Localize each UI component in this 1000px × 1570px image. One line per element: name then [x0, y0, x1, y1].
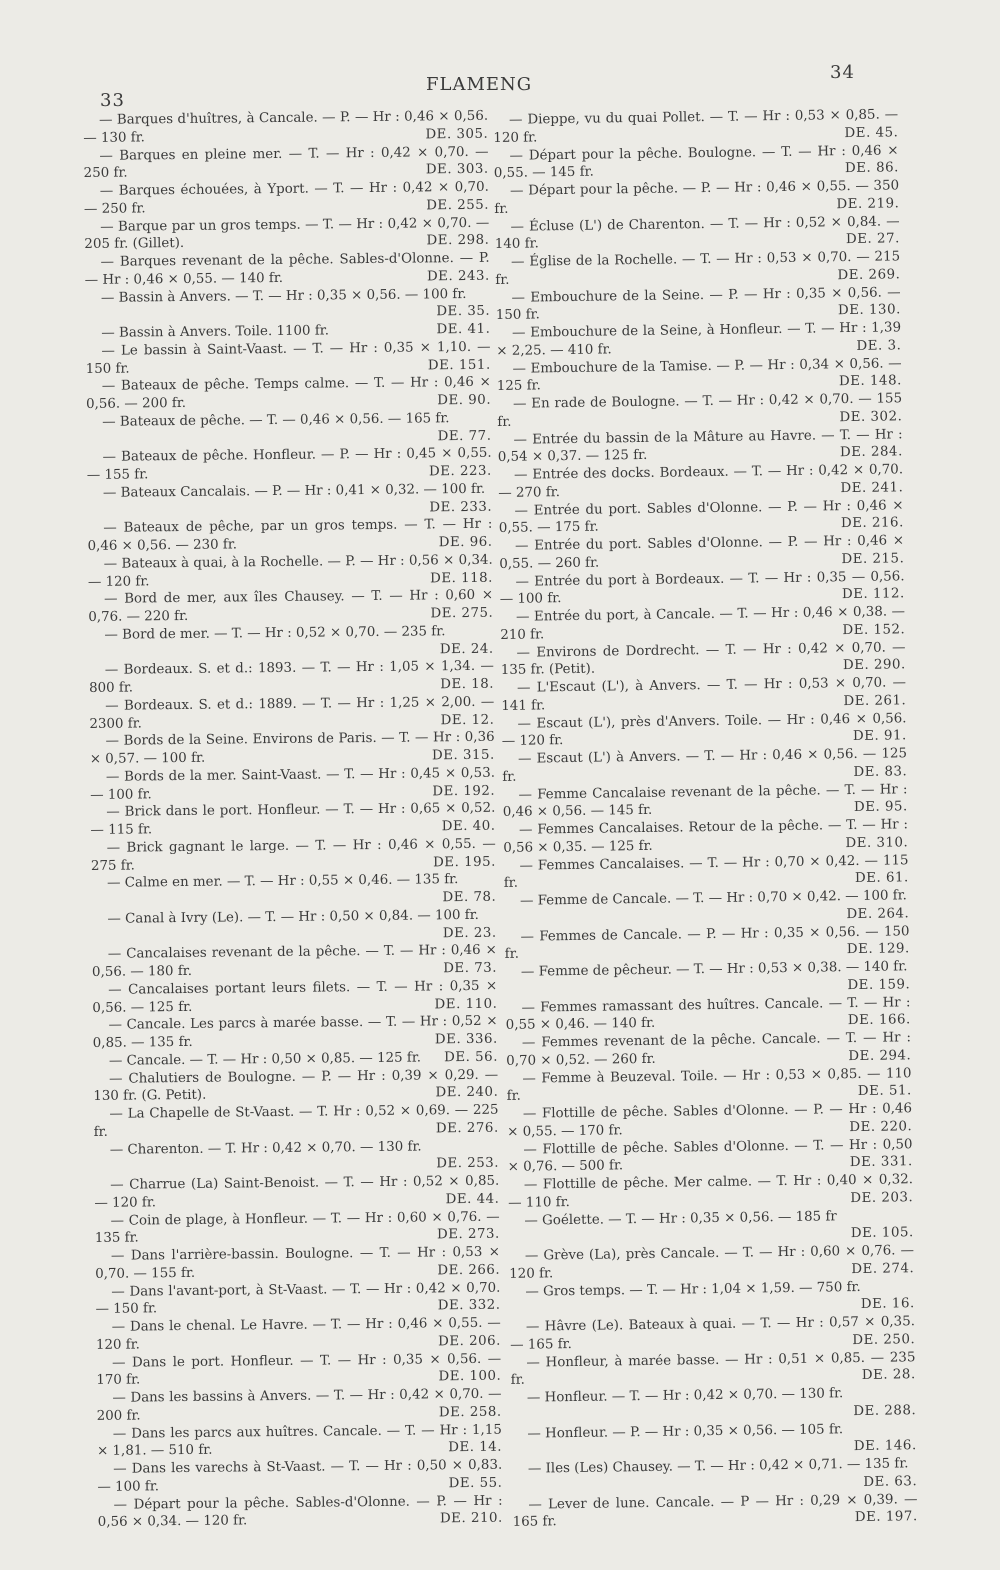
entry-reference: DE. 288. — [853, 1402, 917, 1419]
catalogue-entry — [494, 177, 899, 218]
catalogue-entry — [83, 108, 488, 148]
catalogue-entry — [493, 142, 898, 183]
entry-text: — Bateaux de pêche, par un gros temps. — T. — Hr : 0,46 × 0,56. — 230 fr. — [87, 516, 493, 554]
catalogue-entry — [93, 1102, 498, 1142]
catalogue-entry — [502, 781, 907, 822]
entry-text: — Bassin à Anvers. — T. — Hr : 0,35 × 0,56. — 100 fr. — [100, 286, 467, 306]
entry-text: — Coin de plage, à Honfleur. — T. — Hr : 0,60 × 0,76. — 135 fr. — [94, 1209, 500, 1247]
entry-reference: DE. 91. — [852, 728, 907, 745]
catalogue-entry — [85, 285, 490, 325]
entry-reference: DE. 63. — [863, 1473, 918, 1490]
catalogue-entry — [88, 587, 493, 627]
entry-text: — Femmes revenant de la pêche. Cancale. — T. — Hr : 0,70 × 0,52. — 260 fr. — [506, 1030, 912, 1069]
entry-reference: DE. 105. — [850, 1225, 914, 1242]
entry-reference: DE. 315. — [431, 747, 495, 764]
catalogue-entry — [83, 143, 488, 183]
catalogue-entry — [92, 977, 497, 1017]
catalogue-entry — [500, 603, 905, 644]
entry-reference: DE. 264. — [846, 906, 910, 922]
catalogue-entry — [500, 639, 905, 680]
entry-text: — Cancale. Les parcs à marée basse. — T. — Hr : 0,52 × 0,85. — 135 fr. — [92, 1013, 498, 1051]
catalogue-entry — [509, 1278, 914, 1319]
entry-reference: DE. 233. — [429, 499, 493, 515]
catalogue-entry — [90, 729, 495, 769]
entry-reference: DE. 223. — [428, 463, 492, 480]
entry-text: — Femme de pêcheur. — T. — Hr : 0,53 × 0,38. — 140 fr. — [520, 959, 908, 980]
entry-reference: DE. 73. — [443, 960, 498, 977]
entry-reference: DE. 118. — [429, 570, 493, 586]
entry-text: — Iles (Les) Chausey. — T. — Hr : 0,42 × 0,71. — 135 fr. — [527, 1456, 909, 1477]
entry-text: — Cancalaises portant leurs filets. — T. — Hr : 0,35 × 0,56. — 125 fr. — [92, 978, 498, 1016]
catalogue-entry — [505, 958, 910, 999]
entry-reference: DE. 83. — [853, 764, 908, 780]
catalogue-entry — [505, 994, 910, 1035]
entry-text: — Barques revenant de la pêche. Sables-d'Olonne. — P. — Hr : 0,46 × 0,55. — 140 fr. — [84, 250, 490, 288]
catalogue-entry — [96, 1386, 501, 1426]
entry-reference: DE. 216. — [840, 515, 904, 532]
entry-reference: DE. 28. — [861, 1367, 916, 1384]
entry-text: — Bassin à Anvers. Toile. 1100 fr. — [101, 323, 330, 341]
catalogue-entry — [508, 1207, 913, 1248]
entry-text: — Bord de mer, aux îles Chausey. — T. — Hr : 0,60 × 0,76. — 220 fr. — [88, 587, 494, 625]
catalogue-entry — [86, 409, 491, 449]
entry-text: — Départ pour la pêche. Sables-d'Olonne. — P. — Hr : 0,56 × 0,34. — 120 fr. — [97, 1493, 503, 1531]
entry-reference: DE. 275. — [430, 605, 494, 622]
entry-text: — Bordeaux. S. et d.: 1889. — T. — Hr : 1,25 × 2,00. — 2300 fr. — [89, 694, 495, 732]
entry-text: — Le bassin à Saint-Vaast. — T. — Hr : 0,35 × 1,10. — 150 fr. — [85, 339, 491, 377]
entry-reference: DE. 302. — [839, 409, 903, 425]
entry-reference: DE. 159. — [847, 977, 911, 993]
catalogue-entry — [89, 658, 494, 698]
entry-text: — Départ pour la pêche. Boulogne. — T. — Hr : 0,46 × 0,55. — 145 fr. — [493, 142, 899, 182]
page-number-left: 33 — [100, 90, 125, 111]
entry-text: — Embouchure de la Seine, à Honfleur. — T. — Hr : 1,39 × 2,25. — 410 fr. — [496, 320, 902, 359]
entry-reference: DE. 241. — [840, 480, 904, 496]
entry-text: — Départ pour la pêche. — P. — Hr : 0,46 × 0,55. — 350 fr. — [494, 178, 900, 217]
catalogue-entry — [84, 250, 489, 290]
catalogue-entry — [92, 1013, 497, 1053]
catalogue-entry — [499, 532, 904, 573]
entry-reference: DE. 195. — [432, 854, 496, 870]
entry-reference: DE. 215. — [841, 551, 905, 567]
entry-text: — Barques en pleine mer. — T. — Hr : 0,42 × 0,70. — 250 fr. — [83, 144, 489, 182]
entry-text: — La Chapelle de St-Vaast. — T. Hr : 0,52 × 0,69. — 225 fr. — [93, 1102, 499, 1140]
entry-text: — Flottille de pêche. Mer calme. — T. Hr : 0,40 × 0,32. — 110 fr. — [508, 1172, 914, 1211]
entry-text: — Bord de mer. — T. — Hr : 0,52 × 0,70. — 235 fr. — [104, 623, 446, 643]
entry-reference: DE. 219. — [836, 196, 900, 212]
entry-text: — Dans l'avant-port, à St-Vaast. — T. — Hr : 0,42 × 0,70. — 150 fr. — [95, 1280, 501, 1318]
catalogue-entry — [506, 1065, 911, 1106]
entry-reference: DE. 130. — [837, 302, 901, 319]
catalogue-entry — [97, 1457, 502, 1497]
entry-text: — Embouchure de la Tamise. — P. — Hr : 0,34 × 0,56. — 125 fr. — [496, 355, 902, 395]
catalogue-entry — [89, 693, 494, 733]
catalogue-entry — [495, 284, 900, 325]
entry-text: — Écluse (L') de Charenton. — T. — Hr : 0,52 × 0,84. — 140 fr. — [494, 213, 900, 253]
entry-text: — Flottille de pêche. Sables d'Olonne. — T. — Hr : 0,50 × 0,76. — 500 fr. — [507, 1136, 913, 1176]
entry-reference: DE. 298. — [426, 233, 490, 249]
catalogue-entry — [512, 1491, 917, 1532]
entry-text: — Église de la Rochelle. — T. — Hr : 0,53 × 0,70. — 215 fr. — [495, 249, 901, 288]
entry-reference: DE. 294. — [848, 1048, 912, 1064]
entry-reference: DE. 3. — [856, 338, 902, 354]
entry-reference: DE. 253. — [436, 1155, 500, 1172]
catalogue-entry — [498, 497, 903, 538]
entry-text: — Entrée des docks. Bordeaux. — T. — Hr : 0,42 × 0,70. — 270 fr. — [498, 462, 904, 501]
entry-text: — Canal à Ivry (Le). — T. — Hr : 0,50 × 0,84. — 100 fr. — [107, 907, 479, 927]
entry-reference: DE. 96. — [438, 534, 493, 551]
catalogue-entry — [90, 800, 495, 840]
entry-text: — Entrée du bassin de la Mâture au Havre. — T. — Hr : 0,54 × 0,37. — 125 fr. — [497, 426, 903, 466]
entry-text: — Entrée du port. Sables d'Olonne. — P. — Hr : 0,46 × 0,55. — 175 fr. — [498, 497, 904, 537]
entry-text: — Flottille de pêche. Sables d'Olonne. — P. — Hr : 0,46 × 0,55. — 170 fr. — [507, 1101, 913, 1140]
entry-text: — En rade de Boulogne. — T. — Hr : 0,42 × 0,70. — 155 fr. — [497, 391, 903, 430]
catalogue-entry — [496, 355, 901, 396]
entry-reference: DE. 100. — [438, 1368, 502, 1385]
entry-reference: DE. 35. — [436, 303, 491, 320]
catalogue-entry — [84, 179, 489, 219]
catalogue-entry — [84, 214, 489, 254]
entry-text: — Escaut (L'), près d'Anvers. Toile. — Hr : 0,46 × 0,56. — 120 fr. — [501, 710, 907, 750]
entry-text: — Barque par un gros temps. — T. — Hr : 0,42 × 0,70. — 205 fr. (Gillet). — [84, 215, 490, 253]
catalogue-entry — [88, 551, 493, 591]
entry-reference: DE. 310. — [845, 835, 909, 851]
catalogue-entry — [94, 1137, 499, 1177]
catalogue-entry — [510, 1349, 915, 1390]
entry-text: — Dans les parcs aux huîtres. Cancale. — T. — Hr : 1,15 × 1,81. — 510 fr. — [96, 1422, 502, 1460]
catalogue-entry — [90, 764, 495, 804]
entry-text: — Chalutiers de Boulogne. — P. — Hr : 0,39 × 0,29. — 130 fr. (G. Petit). — [93, 1067, 499, 1105]
entry-text: — Bateaux de pêche. — T. — 0,46 × 0,56. — 165 fr. — [102, 410, 450, 430]
entry-text: — Calme en mer. — T. — Hr : 0,55 × 0,46. — 135 fr. — [107, 872, 459, 892]
entry-reference: DE. 305. — [425, 126, 489, 143]
entry-reference: DE. 243. — [426, 268, 490, 285]
entry-text: — Brick dans le port. Honfleur. — T. — Hr : 0,65 × 0,52. — 115 fr. — [90, 800, 496, 838]
entry-reference: DE. 192. — [432, 783, 496, 799]
catalogue-entry — [493, 106, 898, 147]
entry-text: — Cancale. — T. — Hr : 0,50 × 0,85. — 125 fr. — [108, 1050, 422, 1069]
entry-reference: DE. 206. — [437, 1333, 501, 1350]
entry-text: — Dans les varechs à St-Vaast. — T. — Hr : 0,50 × 0,83. — 100 fr. — [97, 1457, 503, 1495]
entry-reference: DE. 331. — [849, 1154, 913, 1171]
catalogue-entry — [502, 745, 907, 786]
catalogue-entry — [503, 852, 908, 893]
entry-text: — Barques échouées, à Yport. — T. — Hr : 0,42 × 0,70. — 250 fr. — [83, 179, 489, 217]
catalogue-entry — [96, 1315, 501, 1355]
catalogue-entry — [91, 906, 496, 946]
catalogue-entry — [504, 887, 909, 928]
catalogue-entry — [95, 1279, 500, 1319]
entry-reference: DE. 250. — [852, 1331, 916, 1348]
entry-text: — Dans l'arrière-bassin. Boulogne. — T. — Hr : 0,53 × 0,70. — 155 fr. — [95, 1244, 501, 1282]
entry-text: — Bateaux de pêche. Honfleur. — P. — Hr : 0,45 × 0,55. — 155 fr. — [86, 445, 492, 483]
entry-text: — Environs de Dordrecht. — T. — Hr : 0,42 × 0,70. — 135 fr. (Petit). — [500, 639, 906, 679]
entry-reference: DE. 41. — [436, 321, 491, 338]
entry-text: — Barques d'huîtres, à Cancale. — P. — Hr : 0,46 × 0,56. — 130 fr. — [83, 108, 489, 146]
running-title: FLAMENG — [426, 74, 533, 95]
catalogue-entry — [506, 1029, 911, 1070]
entry-reference: DE. 148. — [838, 373, 902, 390]
page-number-right: 34 — [830, 62, 855, 83]
catalogue-entry — [507, 1136, 912, 1177]
catalogue-entry — [87, 445, 492, 485]
catalogue-entry — [501, 710, 906, 751]
catalogue-entry — [88, 622, 493, 662]
catalogue-entry — [96, 1350, 501, 1390]
catalogue-entry — [497, 426, 902, 467]
entry-reference: DE. 45. — [844, 125, 899, 141]
entry-text: — Bateaux de pêche. Temps calme. — T. — Hr : 0,46 × 0,56. — 200 fr. — [85, 374, 491, 412]
catalogue-entry — [97, 1492, 502, 1532]
catalogue-entry — [86, 374, 491, 414]
entry-reference: DE. 86. — [844, 160, 899, 177]
entry-text: — Bordeaux. S. et d.: 1893. — T. — Hr : 1,05 × 1,34. — 800 fr. — [88, 658, 494, 696]
catalogue-entry — [511, 1420, 916, 1461]
entry-reference: DE. 336. — [434, 1031, 498, 1048]
entry-reference: DE. 255. — [426, 197, 490, 214]
catalogue-entry — [91, 835, 496, 875]
entry-text: — Femmes ramassant des huîtres. Cancale. — T. — Hr : 0,55 × 0,46. — 140 fr. — [505, 994, 911, 1034]
entry-text: — Bords de la mer. Saint-Vaast. — T. — Hr : 0,45 × 0,53. — 100 fr. — [90, 765, 496, 803]
entry-reference: DE. 112. — [841, 586, 905, 603]
entry-reference: DE. 24. — [439, 641, 494, 657]
entry-reference: DE. 129. — [846, 941, 910, 958]
entry-reference: DE. 332. — [437, 1297, 501, 1314]
entry-reference: DE. 110. — [434, 996, 498, 1012]
entry-reference: DE. 23. — [442, 925, 497, 941]
entry-text: — Honfleur, à marée basse. — Hr : 0,51 × 0,85. — 235 fr. — [510, 1349, 916, 1389]
entry-reference: DE. 78. — [442, 889, 497, 906]
catalogue-entry — [511, 1384, 916, 1425]
entry-reference: DE. 166. — [847, 1012, 911, 1029]
entry-text: — Femme de Cancale. — T. — Hr : 0,70 × 0,42. — 100 fr. — [519, 888, 907, 909]
entry-reference: DE. 240. — [435, 1084, 499, 1101]
entry-reference: DE. 40. — [441, 818, 496, 835]
catalogue-entry — [507, 1100, 912, 1141]
catalogue-entry — [501, 674, 906, 715]
catalogue-entry — [512, 1455, 917, 1496]
entry-reference: DE. 16. — [860, 1296, 915, 1313]
entry-text: — Entrée du port à Bordeaux. — T. — Hr : 0,35 — 0,56. — 100 fr. — [499, 568, 905, 608]
entry-reference: DE. 56. — [444, 1049, 498, 1066]
catalogue-entry — [510, 1313, 915, 1354]
entry-reference: DE. 220. — [849, 1118, 913, 1135]
entry-text: — L'Escaut (L'), à Anvers. — T. — Hr : 0,53 × 0,70. — 141 fr. — [501, 675, 907, 714]
catalogue-entry — [94, 1173, 499, 1213]
catalogue-entry — [87, 516, 492, 556]
entry-text: — Dieppe, vu du quai Pollet. — T. — Hr : 0,53 × 0,85. — 120 fr. — [493, 107, 899, 146]
catalogue-entry — [85, 338, 490, 378]
entry-reference: DE. 55. — [448, 1475, 503, 1491]
entry-text: — Gros temps. — T. — Hr : 1,04 × 1,59. — 750 fr. — [525, 1279, 861, 1300]
entry-text: — Honfleur. — T. — Hr : 0,42 × 0,70. — 130 fr. — [526, 1386, 844, 1406]
catalogue-entry — [508, 1171, 913, 1212]
entry-text: — Bateaux à quai, à la Rochelle. — P. — Hr : 0,56 × 0,34. — 120 fr. — [87, 552, 493, 590]
left-column — [83, 108, 503, 1532]
entry-text: — Bateaux Cancalais. — P. — Hr : 0,41 × 0,32. — 100 fr. — [102, 481, 486, 501]
entry-text: — Femmes de Cancale. — P. — Hr : 0,35 × 0,56. — 150 fr. — [504, 923, 910, 963]
entry-reference: DE. 51. — [857, 1083, 912, 1100]
catalogue-entry — [504, 923, 909, 964]
entry-text: — Charenton. — T. Hr : 0,42 × 0,70. — 130 fr. — [109, 1139, 422, 1158]
catalogue-entry — [503, 816, 908, 857]
entry-text: — Entrée du port, à Cancale. — T. — Hr : 0,46 × 0,38. — 210 fr. — [500, 604, 906, 643]
entry-text: — Goélette. — T. — Hr : 0,35 × 0,56. — 185 fr — [524, 1208, 837, 1229]
entry-reference: DE. 290. — [842, 657, 906, 674]
entry-reference: DE. 44. — [445, 1191, 500, 1208]
entry-reference: DE. 95. — [853, 799, 908, 816]
entry-text: — Femmes Cancalaises. — T. — Hr : 0,70 × 0,42. — 115 fr. — [503, 852, 909, 892]
right-column — [493, 106, 918, 1532]
entry-reference: DE. 274. — [851, 1260, 915, 1277]
catalogue-entry — [87, 480, 492, 520]
catalogue-entry — [92, 942, 497, 982]
entry-reference: DE. 258. — [438, 1404, 502, 1421]
entry-reference: DE. 12. — [440, 712, 495, 728]
entry-reference: DE. 61. — [854, 870, 909, 887]
catalogue-entry — [496, 319, 901, 360]
catalogue-entry — [95, 1208, 500, 1248]
entry-text: — Escaut (L') à Anvers. — T. — Hr : 0,46 × 0,56. — 125 fr. — [502, 746, 908, 785]
catalogue-entry — [95, 1244, 500, 1284]
entry-text: — Embouchure de la Seine. — P. — Hr : 0,35 × 0,56. — 150 fr. — [495, 284, 901, 324]
entry-text: — Femme à Beuzeval. Toile. — Hr : 0,53 × 0,85. — 110 fr. — [506, 1065, 912, 1105]
entry-text: — Femme Cancalaise revenant de la pêche. — T. — Hr : 0,46 × 0,56. — 145 fr. — [502, 781, 908, 821]
catalogue-entry — [93, 1066, 498, 1106]
entry-text: — Dans le port. Honfleur. — T. — Hr : 0,35 × 0,56. — 170 fr. — [96, 1351, 502, 1389]
entry-reference: DE. 303. — [425, 162, 489, 178]
entry-text: — Honfleur. — P. — Hr : 0,35 × 0,56. — 105 fr. — [527, 1421, 844, 1442]
entry-reference: DE. 151. — [427, 357, 491, 373]
entry-reference: DE. 284. — [839, 444, 903, 461]
entry-reference: DE. 146. — [853, 1438, 917, 1455]
entry-text: — Charrue (La) Saint-Benoist. — T. — Hr : 0,52 × 0,85. — 120 fr. — [94, 1173, 500, 1211]
entry-text: — Brick gagnant le large. — T. — Hr : 0,46 × 0,55. — 275 fr. — [90, 836, 496, 874]
entry-text: — Entrée du port. Sables d'Olonne. — P. — Hr : 0,46 × 0,55. — 260 fr. — [499, 533, 905, 572]
entry-reference: DE. 18. — [440, 676, 495, 693]
entry-reference: DE. 276. — [435, 1120, 499, 1137]
catalogue-entry — [495, 248, 900, 289]
entry-text: — Lever de lune. Cancale. — P — Hr : 0,29 × 0,39. — 165 fr. — [512, 1491, 918, 1531]
entry-reference: DE. 197. — [854, 1509, 918, 1526]
entry-reference: DE. 210. — [439, 1510, 503, 1527]
entry-text: — Dans le chenal. Le Havre. — T. — Hr : 0,46 × 0,55. — 120 fr. — [95, 1315, 501, 1353]
entry-reference: DE. 269. — [837, 267, 901, 283]
catalogue-entry — [497, 390, 902, 431]
catalogue-entry — [498, 461, 903, 502]
entry-text: — Dans les bassins à Anvers. — T. — Hr : 0,42 × 0,70. — 200 fr. — [96, 1386, 502, 1424]
entry-reference: DE. 77. — [437, 428, 492, 444]
entry-text: — Cancalaises revenant de la pêche. — T. — Hr : 0,46 × 0,56. — 180 fr. — [91, 942, 497, 980]
entry-reference: DE. 273. — [436, 1226, 500, 1243]
entry-reference: DE. 152. — [842, 622, 906, 638]
entry-text: — Grève (La), près Cancale. — T. — Hr : 0,60 × 0,76. — 120 fr. — [509, 1243, 915, 1282]
catalogue-entry — [97, 1421, 502, 1461]
entry-reference: DE. 261. — [843, 693, 907, 709]
catalogue-entry — [509, 1242, 914, 1283]
entry-reference: DE. 203. — [850, 1189, 914, 1206]
entry-text: — Bords de la Seine. Environs de Paris. — T. — Hr : 0,36 × 0,57. — 100 fr. — [89, 729, 495, 767]
entry-reference: DE. 27. — [845, 231, 900, 248]
catalogue-entry — [494, 213, 899, 254]
entry-reference: DE. 266. — [437, 1262, 501, 1279]
catalogue-entry — [499, 568, 904, 609]
entry-reference: DE. 14. — [448, 1439, 503, 1456]
entry-text: — Femmes Cancalaises. Retour de la pêche. — T. — Hr : 0,56 × 0,35. — 125 fr. — [503, 817, 909, 856]
entry-text: — Hâvre (Le). Bateaux à quai. — T. — Hr : 0,57 × 0,35. — 165 fr. — [510, 1314, 916, 1353]
catalogue-entry — [91, 871, 496, 911]
entry-reference: DE. 90. — [437, 392, 492, 409]
